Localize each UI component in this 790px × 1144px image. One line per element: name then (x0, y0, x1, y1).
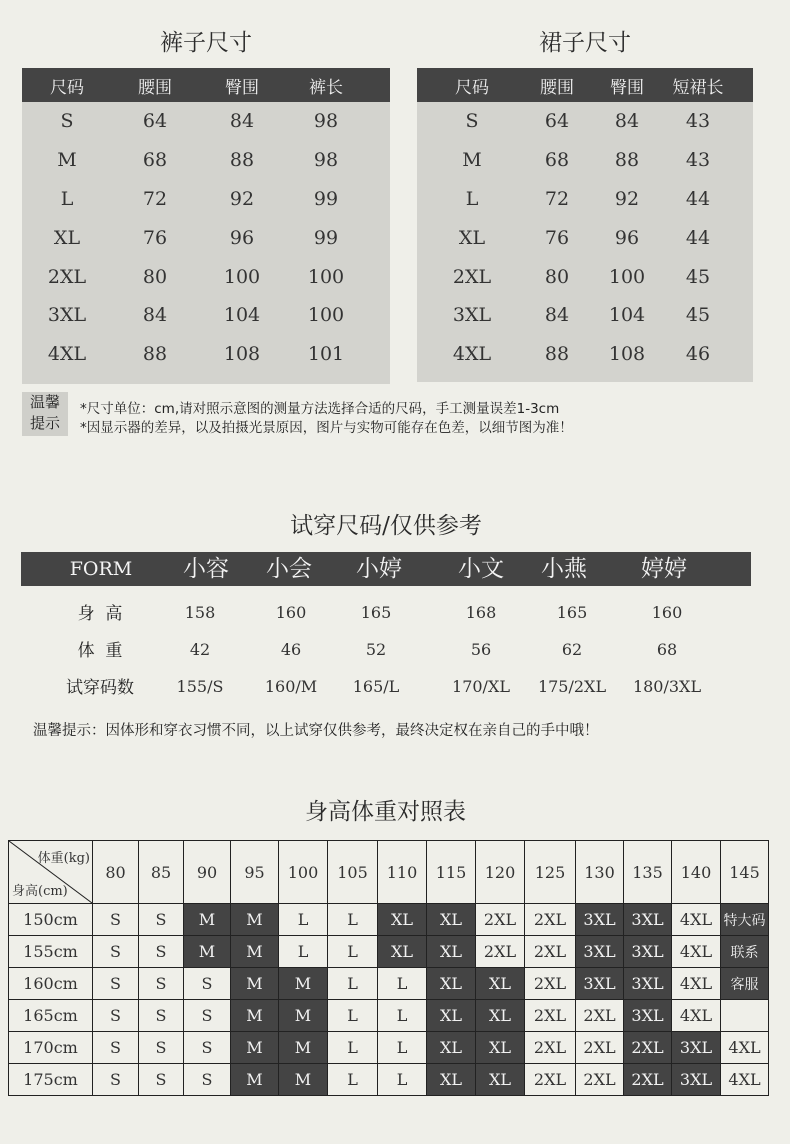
grid-cell: 2XL (576, 1032, 624, 1064)
pants-header-length: 裤长 (309, 77, 343, 98)
grid-cell: 2XL (476, 904, 525, 936)
pants-row (22, 141, 390, 180)
pants-cell: 80 (142, 265, 168, 288)
grid-cell: S (184, 1000, 231, 1032)
skirt-row (417, 102, 753, 141)
pants-row (22, 335, 390, 374)
grid-weight-header: 145 (721, 841, 769, 904)
grid-cell: S (184, 1032, 231, 1064)
skirt-cell: 88 (544, 343, 570, 366)
pants-cell: 92 (229, 187, 255, 210)
skirt-cell: 108 (608, 343, 646, 366)
grid-weight-header: 95 (231, 841, 279, 904)
skirt-cell: 100 (608, 265, 646, 288)
grid-cell: M (279, 968, 328, 1000)
grid-cell: 2XL (576, 1000, 624, 1032)
grid-cell: 2XL (525, 1032, 576, 1064)
pants-header-waist: 腰围 (138, 77, 172, 98)
grid-cell: S (93, 904, 139, 936)
skirt-header-waist: 腰围 (540, 77, 574, 98)
pants-row (22, 102, 390, 141)
skirt-row (417, 335, 753, 374)
grid-cell: S (93, 1064, 139, 1096)
tryon-cell-heights: 168 (465, 603, 497, 622)
pants-cell: 104 (223, 304, 261, 327)
skirt-cell: 2XL (452, 265, 492, 288)
tryon-cell-weights: 56 (470, 640, 492, 659)
skirt-header-size: 尺码 (455, 77, 489, 98)
grid-cell: M (184, 904, 231, 936)
grid-corner-height: 身高(cm) (12, 884, 68, 899)
tips-line-2: *因显示器的差异，以及拍摄光景原因，图片与实物可能存在色差，以细节图为准！ (80, 420, 573, 436)
skirt-cell: 43 (685, 110, 711, 133)
grid-cell: XL (476, 968, 525, 1000)
grid-cell: S (93, 1032, 139, 1064)
pants-cell: 96 (229, 226, 255, 249)
grid-cell: 2XL (476, 936, 525, 968)
grid-row (9, 968, 769, 1000)
grid-cell: L (378, 1032, 427, 1064)
tryon-cell-sizes: 155/S (176, 677, 224, 696)
grid-cell: M (231, 936, 279, 968)
tryon-header-form: FORM (69, 558, 133, 580)
skirt-cell: XL (458, 226, 486, 249)
skirt-cell: M (462, 149, 482, 172)
skirt-cell: 76 (544, 226, 570, 249)
grid-weight-header: 120 (476, 841, 525, 904)
pants-cell: 99 (313, 187, 339, 210)
special-size-note: 特大码 (721, 904, 769, 936)
grid-cell: XL (427, 1064, 476, 1096)
tryon-cell-sizes: 180/3XL (632, 677, 702, 696)
skirt-row (417, 141, 753, 180)
grid-cell: 2XL (525, 1064, 576, 1096)
grid-cell: 2XL (624, 1032, 672, 1064)
pants-cell: M (57, 149, 77, 172)
grid-cell: XL (378, 936, 427, 968)
grid-cell: M (184, 936, 231, 968)
grid-cell: 3XL (672, 1032, 721, 1064)
grid-cell: M (231, 1064, 279, 1096)
pants-cell: 3XL (47, 304, 87, 327)
pants-cell: 84 (142, 304, 168, 327)
grid-weight-header: 115 (427, 841, 476, 904)
tryon-cell-sizes: 175/2XL (537, 677, 607, 696)
grid-cell: S (139, 904, 184, 936)
tryon-cell-sizes: 170/XL (452, 677, 510, 696)
grid-cell: 2XL (525, 968, 576, 1000)
grid-cell: S (184, 968, 231, 1000)
grid-cell: 3XL (624, 904, 672, 936)
tryon-cell-weights: 42 (189, 640, 211, 659)
tryon-model-6: 婷婷 (641, 556, 687, 582)
tryon-cell-heights: 165 (556, 603, 588, 622)
grid-cell: M (231, 1032, 279, 1064)
skirt-cell: 104 (608, 304, 646, 327)
skirt-cell: 84 (544, 304, 570, 327)
grid-cell: XL (476, 1032, 525, 1064)
skirt-cell: S (465, 110, 479, 133)
grid-cell: 2XL (525, 904, 576, 936)
skirt-row (417, 180, 753, 219)
grid-cell: XL (476, 1064, 525, 1096)
skirt-size-table (417, 68, 753, 382)
grid-cell: 4XL (721, 1032, 769, 1064)
tryon-cell-sizes: 165/L (352, 677, 400, 696)
grid-cell: S (139, 1064, 184, 1096)
skirt-title: 裙子尺寸 (539, 30, 631, 56)
skirt-cell: 46 (685, 343, 711, 366)
pants-cell: 100 (307, 265, 345, 288)
tips-label-line1: 温馨 (29, 393, 60, 411)
tryon-model-5: 小燕 (541, 556, 587, 582)
skirt-header-length: 短裙长 (672, 77, 724, 98)
tryon-row-label: 试穿码数 (66, 678, 134, 698)
tryon-title: 试穿尺码/仅供参考 (290, 513, 482, 539)
pants-row (22, 180, 390, 219)
grid-row (9, 1000, 769, 1032)
grid-cell: XL (427, 1032, 476, 1064)
grid-cell: L (328, 1064, 378, 1096)
grid-row (9, 1032, 769, 1064)
grid-cell: 3XL (576, 904, 624, 936)
tryon-cell-heights: 158 (184, 603, 216, 622)
tryon-cell-weights: 52 (365, 640, 387, 659)
pants-row (22, 257, 390, 296)
grid-weight-header: 130 (576, 841, 624, 904)
pants-cell: 101 (307, 343, 345, 366)
grid-height-label: 175cm (9, 1064, 93, 1096)
grid-header-row (9, 841, 769, 904)
grid-cell: 3XL (624, 1000, 672, 1032)
grid-weight-header: 100 (279, 841, 328, 904)
special-size-note: 客服 (721, 968, 769, 1000)
grid-cell: 4XL (672, 968, 721, 1000)
chart-title: 身高体重对照表 (305, 799, 466, 825)
pants-cell: 68 (142, 149, 168, 172)
tryon-note: 温馨提示：因体形和穿衣习惯不同，以上试穿仅供参考，最终决定权在亲自己的手中哦！ (33, 723, 599, 739)
grid-weight-header: 125 (525, 841, 576, 904)
skirt-cell: 44 (685, 226, 711, 249)
pants-cell: 98 (313, 110, 339, 133)
grid-cell: 4XL (672, 936, 721, 968)
grid-cell: M (279, 1064, 328, 1096)
grid-cell: S (139, 968, 184, 1000)
tryon-cell-heights: 160 (651, 603, 683, 622)
grid-cell: 3XL (576, 968, 624, 1000)
grid-cell: S (93, 968, 139, 1000)
tryon-cell-weights: 68 (656, 640, 678, 659)
grid-cell: XL (427, 1000, 476, 1032)
pants-cell: 108 (223, 343, 261, 366)
pants-size-table (22, 68, 390, 384)
grid-cell: XL (427, 968, 476, 1000)
grid-cell: 2XL (624, 1064, 672, 1096)
skirt-cell: 84 (614, 110, 640, 133)
special-size-note: 联系 (721, 936, 769, 968)
skirt-cell: 64 (544, 110, 570, 133)
grid-cell: S (184, 1064, 231, 1096)
grid-height-label: 155cm (9, 936, 93, 968)
pants-cell: L (60, 187, 74, 210)
grid-cell: XL (427, 904, 476, 936)
grid-cell: 3XL (624, 968, 672, 1000)
grid-row (9, 936, 769, 968)
grid-corner-weight: 体重(kg) (37, 851, 90, 866)
grid-cell: L (279, 904, 328, 936)
grid-cell: M (279, 1000, 328, 1032)
skirt-cell: 4XL (452, 343, 492, 366)
pants-cell: 64 (142, 110, 168, 133)
skirt-header-hip: 臀围 (610, 77, 644, 98)
skirt-cell: 88 (614, 149, 640, 172)
skirt-cell: 3XL (452, 304, 492, 327)
pants-cell: 2XL (47, 265, 87, 288)
skirt-cell: 45 (685, 265, 711, 288)
tips-label (22, 392, 68, 436)
pants-table-header (22, 68, 390, 102)
skirt-row (417, 218, 753, 257)
pants-cell: 88 (229, 149, 255, 172)
grid-height-label: 150cm (9, 904, 93, 936)
pants-cell: 4XL (47, 343, 87, 366)
tryon-row-label: 身 高 (77, 604, 123, 624)
grid-cell: M (231, 1000, 279, 1032)
grid-cell: XL (476, 1000, 525, 1032)
grid-cell: M (279, 1032, 328, 1064)
grid-cell: L (378, 1064, 427, 1096)
grid-cell: L (378, 968, 427, 1000)
grid-cell: 3XL (576, 936, 624, 968)
skirt-cell: L (465, 187, 479, 210)
grid-cell: S (139, 1000, 184, 1032)
pants-header-hip: 臀围 (225, 77, 259, 98)
grid-cell: S (139, 936, 184, 968)
pants-cell: XL (53, 226, 81, 249)
skirt-row (417, 257, 753, 296)
grid-weight-header: 140 (672, 841, 721, 904)
skirt-cell: 96 (614, 226, 640, 249)
skirt-row (417, 296, 753, 335)
grid-weight-header: 110 (378, 841, 427, 904)
grid-weight-header: 80 (93, 841, 139, 904)
skirt-cell: 80 (544, 265, 570, 288)
grid-height-label: 165cm (9, 1000, 93, 1032)
pants-cell: 72 (142, 187, 168, 210)
pants-cell: 100 (223, 265, 261, 288)
tryon-cell-heights: 160 (275, 603, 307, 622)
tips-label-line2: 提示 (29, 414, 60, 432)
tryon-model-1: 小容 (183, 556, 229, 582)
grid-cell: M (231, 904, 279, 936)
tryon-row-label: 体 重 (77, 641, 123, 661)
grid-height-label: 160cm (9, 968, 93, 1000)
tryon-cell-heights: 165 (360, 603, 392, 622)
pants-row (22, 218, 390, 257)
grid-cell: 2XL (525, 936, 576, 968)
grid-cell: S (93, 936, 139, 968)
pants-title: 裤子尺寸 (160, 30, 252, 56)
grid-corner (9, 841, 93, 904)
grid-cell: 3XL (672, 1064, 721, 1096)
grid-cell: 2XL (576, 1064, 624, 1096)
tryon-model-4: 小文 (458, 556, 504, 582)
skirt-cell: 68 (544, 149, 570, 172)
grid-cell: 3XL (624, 936, 672, 968)
grid-weight-header: 135 (624, 841, 672, 904)
grid-cell: M (231, 968, 279, 1000)
grid-weight-header: 85 (139, 841, 184, 904)
pants-header-size: 尺码 (50, 77, 84, 98)
tryon-model-3: 小婷 (356, 556, 402, 582)
grid-cell: L (328, 968, 378, 1000)
grid-weight-header: 90 (184, 841, 231, 904)
height-weight-table (8, 840, 769, 1096)
pants-cell: 99 (313, 226, 339, 249)
grid-weight-header: 105 (328, 841, 378, 904)
skirt-cell: 43 (685, 149, 711, 172)
grid-cell: 4XL (672, 904, 721, 936)
tryon-cell-weights: 62 (561, 640, 583, 659)
skirt-cell: 45 (685, 304, 711, 327)
pants-cell: 88 (142, 343, 168, 366)
grid-cell: L (279, 936, 328, 968)
grid-cell: L (328, 1032, 378, 1064)
grid-row (9, 1064, 769, 1096)
grid-cell: L (378, 1000, 427, 1032)
pants-cell: 84 (229, 110, 255, 133)
grid-row (9, 904, 769, 936)
tips-line-1: *尺寸单位：cm,请对照示意图的测量方法选择合适的尺码，手工测量误差1-3cm (80, 401, 560, 417)
tryon-cell-sizes: 160/M (264, 677, 318, 696)
tryon-header (21, 552, 751, 586)
grid-height-label: 170cm (9, 1032, 93, 1064)
skirt-cell: 44 (685, 187, 711, 210)
skirt-cell: 92 (614, 187, 640, 210)
skirt-table-header (417, 68, 753, 102)
pants-cell: S (60, 110, 74, 133)
tryon-cell-weights: 46 (280, 640, 302, 659)
pants-cell: 100 (307, 304, 345, 327)
grid-cell: XL (427, 936, 476, 968)
tryon-model-2: 小会 (266, 556, 312, 582)
grid-cell: 4XL (672, 1000, 721, 1032)
grid-cell: L (328, 1000, 378, 1032)
pants-cell: 76 (142, 226, 168, 249)
grid-cell: L (328, 904, 378, 936)
skirt-cell: 72 (544, 187, 570, 210)
grid-cell: 2XL (525, 1000, 576, 1032)
grid-cell: L (328, 936, 378, 968)
pants-cell: 98 (313, 149, 339, 172)
grid-cell: S (93, 1000, 139, 1032)
grid-cell: XL (378, 904, 427, 936)
pants-row (22, 296, 390, 335)
grid-cell: 4XL (721, 1064, 769, 1096)
grid-cell: S (139, 1032, 184, 1064)
grid-cell (721, 1000, 769, 1032)
